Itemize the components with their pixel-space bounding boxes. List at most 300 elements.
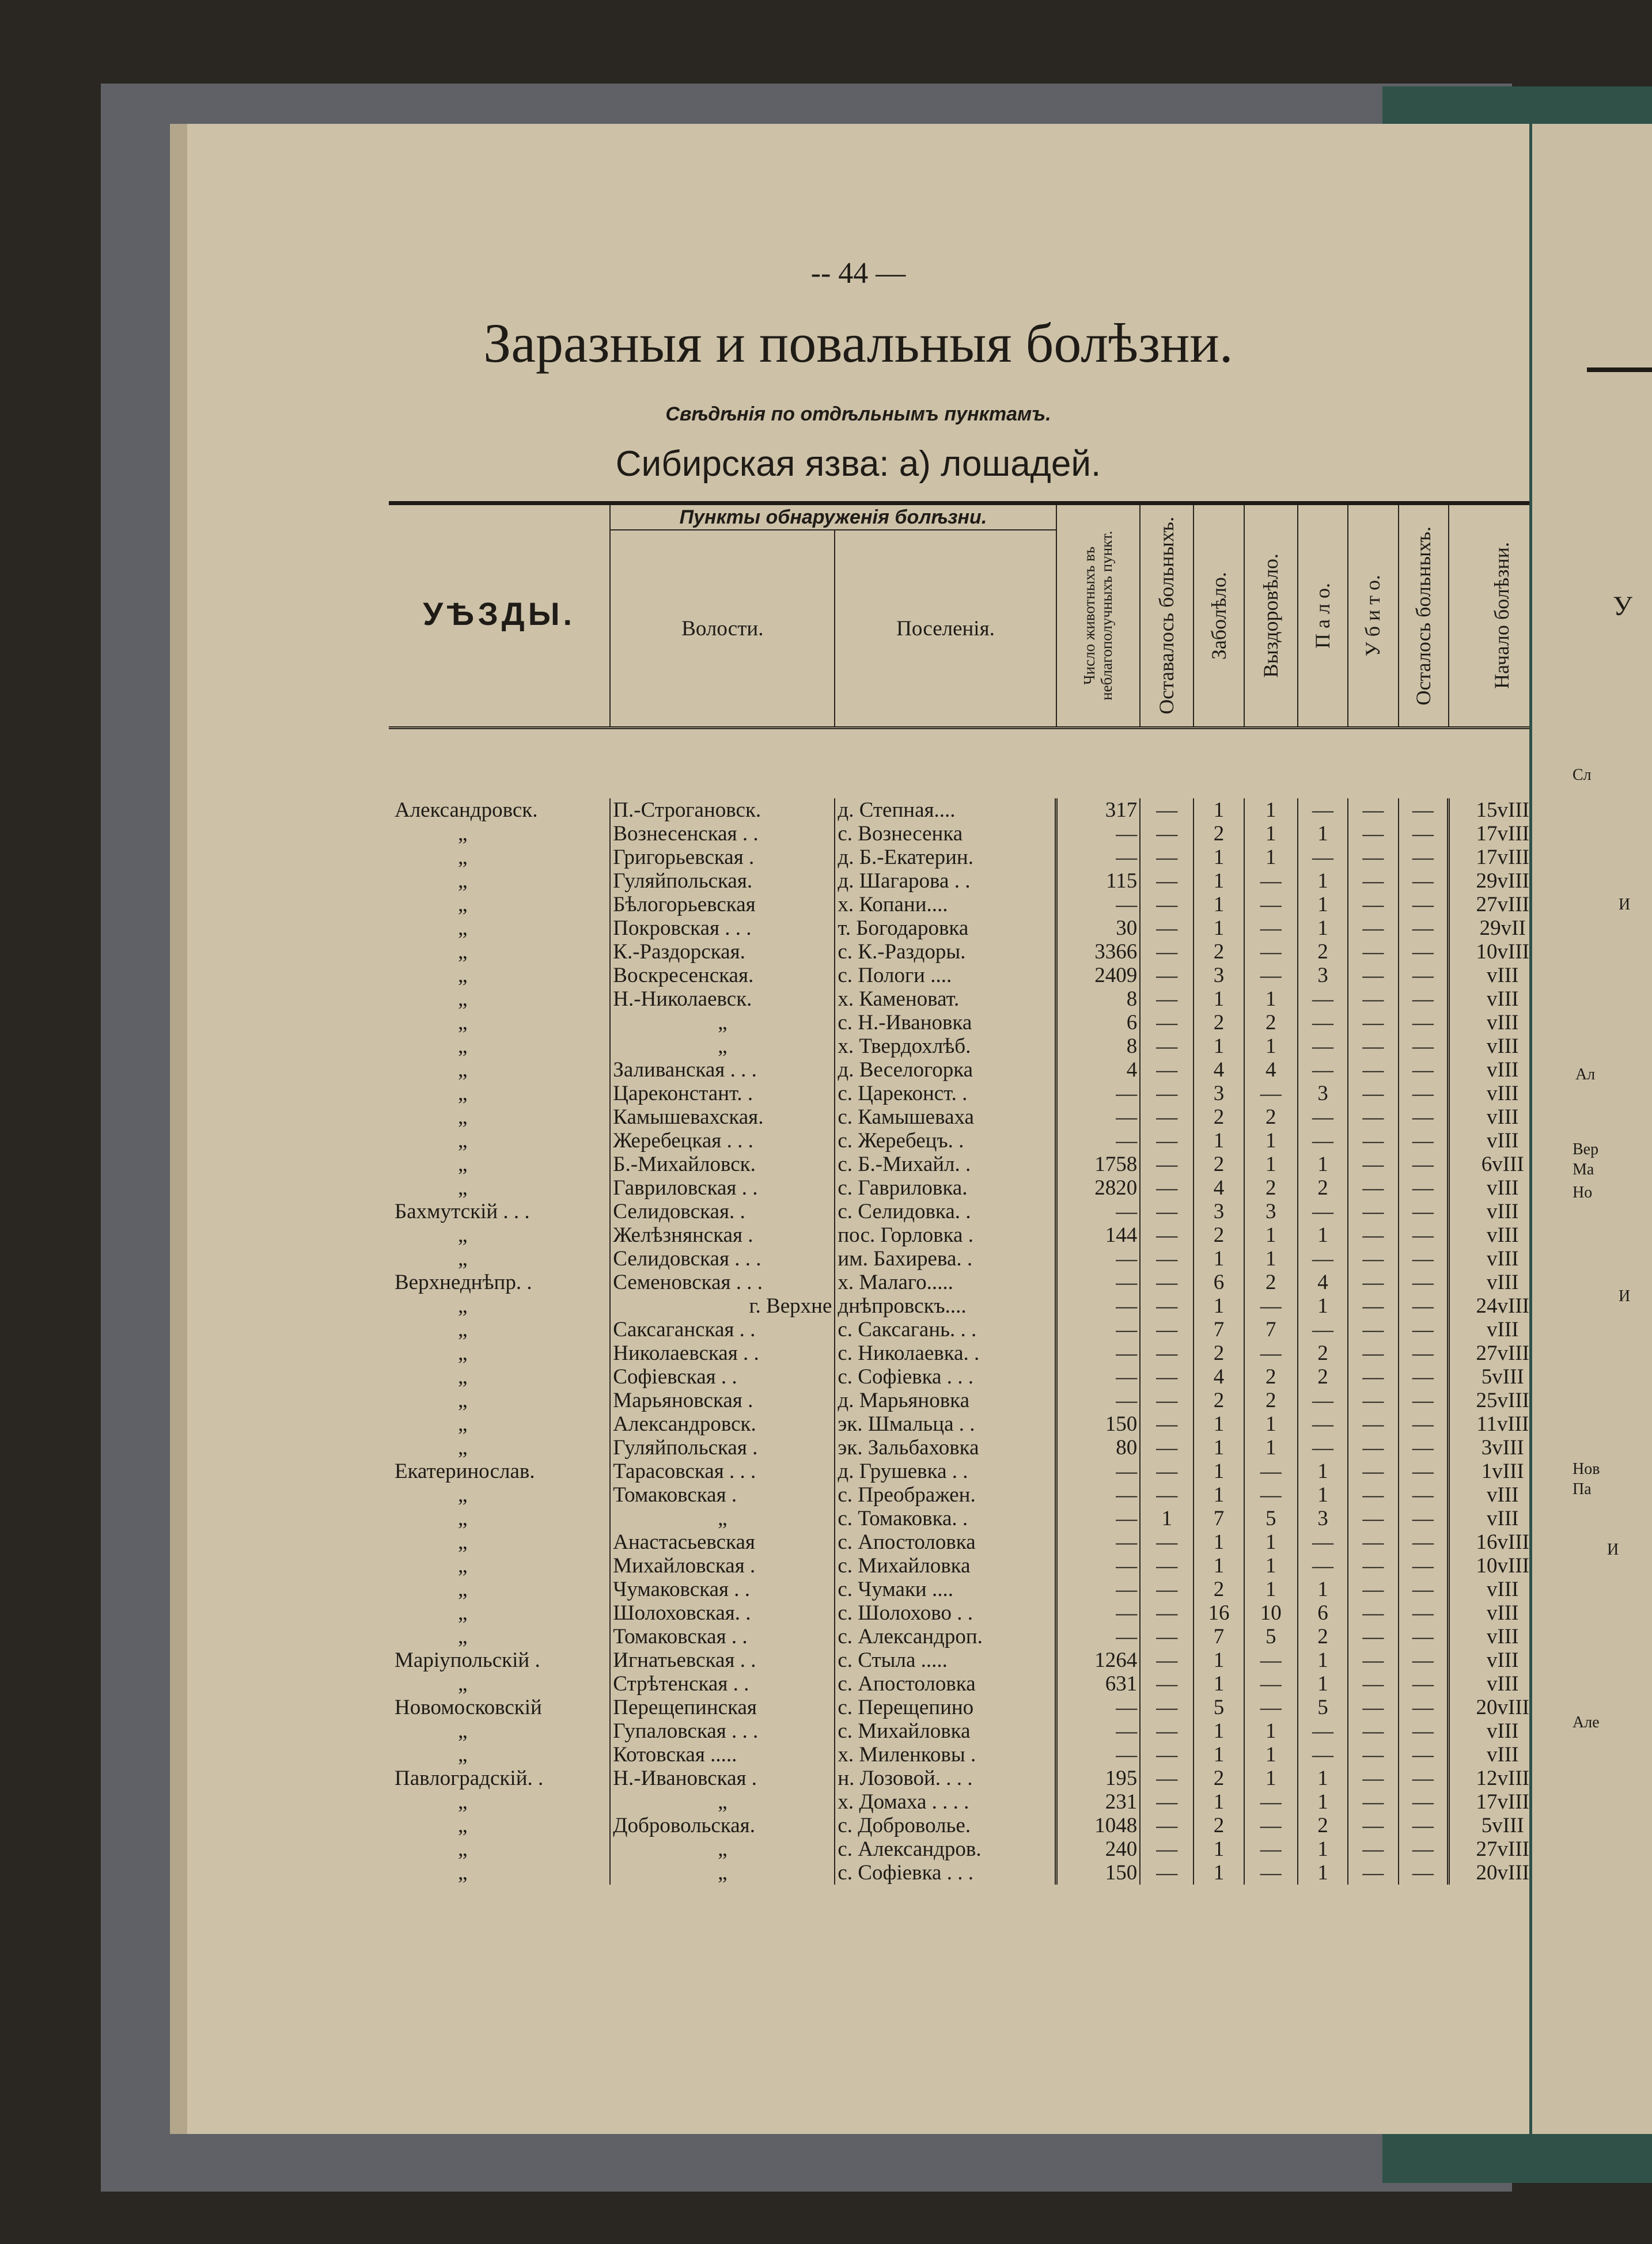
cell-uezd: Екатеринослав. [395, 1460, 535, 1483]
cell-poselenie: с. Александроп. [835, 1625, 1056, 1648]
cell-nachalo: vIII [1449, 1719, 1529, 1743]
cell-zabolelo: 2 [1193, 1341, 1244, 1365]
cell-ubito: — [1348, 798, 1398, 822]
cell-vyzdorovelo: 7 [1244, 1318, 1298, 1341]
cell-chislo: 1048 [1056, 1814, 1141, 1837]
header-nachalo: Начало болѣзни. [1490, 542, 1514, 689]
cell-vyzdorovelo: — [1244, 1790, 1298, 1814]
cell-zabolelo: 4 [1193, 1365, 1244, 1389]
cell-uezd: „ [458, 916, 468, 940]
cell-uezd: „ [458, 1318, 468, 1341]
cell-ostalos: — [1399, 869, 1449, 893]
cell-volost: Гупаловская . . . [610, 1719, 835, 1743]
cell-zabolelo: 6 [1193, 1271, 1244, 1294]
cell-palo: 2 [1298, 940, 1348, 964]
cell-zabolelo: 2 [1193, 1105, 1244, 1129]
cell-nachalo: 12vIII [1449, 1767, 1529, 1790]
cell-ubito: — [1348, 1625, 1398, 1648]
cell-vyzdorovelo: — [1244, 1696, 1298, 1719]
cell-nachalo: 16vIII [1449, 1530, 1529, 1554]
cell-ubito: — [1348, 1648, 1398, 1672]
cell-zabolelo: 1 [1193, 1412, 1244, 1436]
cell-nachalo: vIII [1449, 1648, 1529, 1672]
cell-ostalos: — [1399, 1176, 1449, 1200]
table-row [389, 1601, 1529, 1625]
cell-chislo: — [1056, 1625, 1141, 1648]
table-row [389, 1814, 1529, 1837]
cell-chislo: — [1056, 1365, 1141, 1389]
cell-volost: Покровская . . . [610, 916, 835, 940]
cell-ostavalos: — [1140, 1223, 1193, 1247]
cell-vyzdorovelo: 1 [1244, 846, 1298, 869]
cell-uezd: „ [458, 1082, 468, 1105]
table-row [389, 1578, 1529, 1601]
cell-zabolelo: 1 [1193, 1129, 1244, 1153]
cell-uezd: „ [458, 1861, 468, 1885]
table-row [389, 1058, 1529, 1082]
cell-zabolelo: 2 [1193, 1767, 1244, 1790]
table-row [389, 1176, 1529, 1200]
cell-nachalo: 3vIII [1449, 1436, 1529, 1460]
cell-nachalo: vIII [1449, 1176, 1529, 1200]
cell-ostalos: — [1399, 1058, 1449, 1082]
cell-nachalo: 6vIII [1449, 1153, 1529, 1176]
cell-volost: „ [610, 1507, 835, 1530]
cell-chislo: 6 [1056, 1011, 1141, 1034]
cell-vyzdorovelo: 2 [1244, 1011, 1298, 1034]
cell-volost: Перещепинская [610, 1696, 835, 1719]
cell-volost: Камышевахская. [610, 1105, 835, 1129]
cell-uezd: „ [458, 822, 468, 846]
table-row [389, 1153, 1529, 1176]
cell-vyzdorovelo: 1 [1244, 822, 1298, 846]
table-row [389, 1365, 1529, 1389]
cell-uezd: „ [458, 1058, 468, 1082]
cell-nachalo: vIII [1449, 1578, 1529, 1601]
cell-uezd: Павлоградскій. . [395, 1767, 544, 1790]
cell-uezd: „ [458, 964, 468, 987]
cell-vyzdorovelo: 1 [1244, 1554, 1298, 1578]
cell-ostavalos: — [1140, 1200, 1193, 1223]
table-row [389, 1719, 1529, 1743]
cell-ostalos: — [1399, 1719, 1449, 1743]
cell-nachalo: vIII [1449, 1743, 1529, 1767]
cell-poselenie: д. Б.-Екатерин. [835, 846, 1056, 869]
cell-palo: 1 [1298, 1578, 1348, 1601]
table-row [389, 1271, 1529, 1294]
cell-chislo: — [1056, 1507, 1141, 1530]
cell-ostalos: — [1399, 1648, 1449, 1672]
cell-chislo: 631 [1056, 1672, 1141, 1696]
cell-chislo: 2409 [1056, 964, 1141, 987]
cell-nachalo: 24vIII [1449, 1294, 1529, 1318]
cell-zabolelo: 16 [1193, 1601, 1244, 1625]
cell-nachalo: vIII [1449, 1625, 1529, 1648]
cell-poselenie: д. Веселогорка [835, 1058, 1056, 1082]
cell-ubito: — [1348, 1011, 1398, 1034]
cell-zabolelo: 7 [1193, 1507, 1244, 1530]
cell-chislo: — [1056, 846, 1141, 869]
cell-ubito: — [1348, 1176, 1398, 1200]
cell-chislo: 115 [1056, 869, 1141, 893]
cell-poselenie: им. Бахирева. . [835, 1247, 1056, 1271]
cell-zabolelo: 3 [1193, 1082, 1244, 1105]
cell-ostalos: — [1399, 1507, 1449, 1530]
cell-chislo: 150 [1056, 1412, 1141, 1436]
cell-zabolelo: 1 [1193, 1530, 1244, 1554]
table-row [389, 987, 1529, 1011]
cell-zabolelo: 2 [1193, 1814, 1244, 1837]
cell-ostalos: — [1399, 1247, 1449, 1271]
cell-ubito: — [1348, 1743, 1398, 1767]
table-row [389, 1318, 1529, 1341]
cell-vyzdorovelo: 1 [1244, 987, 1298, 1011]
cell-zabolelo: 1 [1193, 893, 1244, 916]
cell-palo: — [1298, 1247, 1348, 1271]
cell-ubito: — [1348, 1294, 1398, 1318]
cell-nachalo: vIII [1449, 1601, 1529, 1625]
cell-uezd: „ [458, 1153, 468, 1176]
table-row [389, 1672, 1529, 1696]
cell-zabolelo: 1 [1193, 1719, 1244, 1743]
cell-vyzdorovelo: 2 [1244, 1389, 1298, 1412]
cell-ostavalos: — [1140, 940, 1193, 964]
cell-poselenie: т. Богодаровка [835, 916, 1056, 940]
cell-poselenie: с. Апостоловка [835, 1530, 1056, 1554]
cell-ubito: — [1348, 893, 1398, 916]
cell-ostalos: — [1399, 1129, 1449, 1153]
cell-vyzdorovelo: 2 [1244, 1176, 1298, 1200]
table-row [389, 1247, 1529, 1271]
cell-chislo: 150 [1056, 1861, 1141, 1885]
cell-ostavalos: — [1140, 1341, 1193, 1365]
cell-vyzdorovelo: 2 [1244, 1271, 1298, 1294]
cell-zabolelo: 4 [1193, 1058, 1244, 1082]
cell-vyzdorovelo: 1 [1244, 1578, 1298, 1601]
table-row [389, 846, 1529, 869]
cell-poselenie: с. Селидовка. . [835, 1200, 1056, 1223]
cell-uezd: „ [458, 1790, 468, 1814]
cell-poselenie: д. Степная.... [835, 798, 1056, 822]
cell-nachalo: 27vIII [1449, 1837, 1529, 1861]
table-row [389, 1625, 1529, 1648]
cell-ostalos: — [1399, 1578, 1449, 1601]
cell-ostavalos: — [1140, 822, 1193, 846]
cell-chislo: — [1056, 1129, 1141, 1153]
right-page-fragment: Вер [1573, 1140, 1599, 1158]
right-page-fragment: У [1613, 591, 1632, 621]
cell-uezd: „ [458, 1814, 468, 1837]
cell-ubito: — [1348, 1129, 1398, 1153]
cell-volost: Котовская ..... [610, 1743, 835, 1767]
cell-uezd: „ [458, 1294, 468, 1318]
cell-ubito: — [1348, 1719, 1398, 1743]
cell-vyzdorovelo: 2 [1244, 1105, 1298, 1129]
table-row [389, 1389, 1529, 1412]
table-row [389, 1743, 1529, 1767]
cell-ubito: — [1348, 1153, 1398, 1176]
cell-ostalos: — [1399, 1318, 1449, 1341]
cell-poselenie: днѣпровскъ.... [835, 1294, 1056, 1318]
header-zabolelo: Заболѣло. [1207, 571, 1230, 660]
cell-zabolelo: 2 [1193, 1389, 1244, 1412]
cell-chislo: — [1056, 1318, 1141, 1341]
cell-chislo: — [1056, 1082, 1141, 1105]
cell-palo: — [1298, 1719, 1348, 1743]
cell-ubito: — [1348, 1696, 1398, 1719]
cell-poselenie: х. Домаха . . . . [835, 1790, 1056, 1814]
right-page-fragment: Ал [1575, 1066, 1596, 1083]
cell-ostalos: — [1399, 1530, 1449, 1554]
cell-ostavalos: — [1140, 1743, 1193, 1767]
cell-ubito: — [1348, 1223, 1398, 1247]
cell-volost: Селидовская . . . [610, 1247, 835, 1271]
table-row [389, 1696, 1529, 1719]
table-row [389, 822, 1529, 846]
cell-palo: 3 [1298, 964, 1348, 987]
cell-nachalo: vIII [1449, 1483, 1529, 1507]
cell-ubito: — [1348, 1601, 1398, 1625]
cell-poselenie: с. Гавриловка. [835, 1176, 1056, 1200]
cell-volost: Томаковская . [610, 1483, 835, 1507]
table-row [389, 1129, 1529, 1153]
cell-vyzdorovelo: 1 [1244, 1436, 1298, 1460]
cell-ostalos: — [1399, 798, 1449, 822]
cell-chislo: 80 [1056, 1436, 1141, 1460]
cell-zabolelo: 1 [1193, 1743, 1244, 1767]
cell-volost: Гавриловская . . [610, 1176, 835, 1200]
cell-poselenie: с. Софіевка . . . [835, 1365, 1056, 1389]
cell-chislo: 4 [1056, 1058, 1141, 1082]
cell-vyzdorovelo: — [1244, 964, 1298, 987]
cell-uezd: „ [458, 1483, 468, 1507]
cell-volost: Воскресенская. [610, 964, 835, 987]
cell-ubito: — [1348, 822, 1398, 846]
right-page-fragment: Па [1573, 1480, 1592, 1498]
header-ostalos: Осталось больныхъ. [1411, 526, 1435, 706]
cell-palo: — [1298, 987, 1348, 1011]
right-page-fragment: Ма [1573, 1161, 1594, 1178]
cell-poselenie: с. Б.-Михайл. . [835, 1153, 1056, 1176]
cell-nachalo: vIII [1449, 1082, 1529, 1105]
cell-ostavalos: — [1140, 1318, 1193, 1341]
cell-chislo: — [1056, 1247, 1141, 1271]
cell-volost: Н.-Николаевск. [610, 987, 835, 1011]
cell-volost: „ [610, 1837, 835, 1861]
cell-ostalos: — [1399, 1412, 1449, 1436]
cell-ubito: — [1348, 1082, 1398, 1105]
cell-chislo: — [1056, 1743, 1141, 1767]
cell-palo: 1 [1298, 1153, 1348, 1176]
cell-volost: Гуляйпольская . [610, 1436, 835, 1460]
cell-ostavalos: — [1140, 1696, 1193, 1719]
cell-nachalo: vIII [1449, 1672, 1529, 1696]
cell-palo: 1 [1298, 1648, 1348, 1672]
cell-ostalos: — [1399, 1389, 1449, 1412]
cell-chislo: — [1056, 1200, 1141, 1223]
cell-ostalos: — [1399, 916, 1449, 940]
cell-volost: Николаевская . . [610, 1341, 835, 1365]
cell-uezd: „ [458, 1389, 468, 1412]
cell-uezd: Бахмутскій . . . [395, 1200, 530, 1223]
cell-palo: 1 [1298, 1483, 1348, 1507]
cell-ostalos: — [1399, 1837, 1449, 1861]
cell-vyzdorovelo: — [1244, 1861, 1298, 1885]
cell-palo: — [1298, 1318, 1348, 1341]
cell-ubito: — [1348, 1530, 1398, 1554]
cell-vyzdorovelo: — [1244, 1672, 1298, 1696]
cell-poselenie: с. Жеребецъ. . [835, 1129, 1056, 1153]
cell-palo: 2 [1298, 1176, 1348, 1200]
cell-vyzdorovelo: — [1244, 1294, 1298, 1318]
cell-zabolelo: 3 [1193, 964, 1244, 987]
cell-ubito: — [1348, 1058, 1398, 1082]
cell-ostalos: — [1399, 1483, 1449, 1507]
cell-volost: П.-Строгановск. [610, 798, 835, 822]
right-page-fragment: Но [1573, 1184, 1593, 1201]
cell-chislo: 3366 [1056, 940, 1141, 964]
cell-ubito: — [1348, 1507, 1398, 1530]
cell-nachalo: 27vIII [1449, 893, 1529, 916]
cell-nachalo: vIII [1449, 1318, 1529, 1341]
cell-ostalos: — [1399, 1153, 1449, 1176]
cell-palo: 1 [1298, 1223, 1348, 1247]
header-chislo: Число животныхъ въ неблагополучныхъ пункт. [1081, 530, 1116, 701]
table-row [389, 1294, 1529, 1318]
cell-volost: Александровск. [610, 1412, 835, 1436]
cell-nachalo: 25vIII [1449, 1389, 1529, 1412]
cell-poselenie: с. Стыла ..... [835, 1648, 1056, 1672]
cell-ostalos: — [1399, 893, 1449, 916]
cell-nachalo: 11vIII [1449, 1412, 1529, 1436]
cell-poselenie: х. Твердохлѣб. [835, 1034, 1056, 1058]
cell-palo: 1 [1298, 1790, 1348, 1814]
cell-volost: К.-Раздорская. [610, 940, 835, 964]
cell-zabolelo: 3 [1193, 1200, 1244, 1223]
cell-vyzdorovelo: — [1244, 1460, 1298, 1483]
cell-volost: Б.-Михайловск. [610, 1153, 835, 1176]
cell-ostavalos: — [1140, 1389, 1193, 1412]
cell-ostalos: — [1399, 1200, 1449, 1223]
cell-nachalo: 15vIII [1449, 798, 1529, 822]
cell-nachalo: 1vIII [1449, 1460, 1529, 1483]
cell-chislo: — [1056, 1341, 1141, 1365]
cell-uezd: „ [458, 1365, 468, 1389]
cell-poselenie: д. Марьяновка [835, 1389, 1056, 1412]
cell-poselenie: д. Шагарова . . [835, 869, 1056, 893]
cell-ubito: — [1348, 1436, 1398, 1460]
table-row [389, 1105, 1529, 1129]
cell-poselenie: х. Миленковы . [835, 1743, 1056, 1767]
right-page-fragment: Але [1573, 1714, 1600, 1731]
cell-ubito: — [1348, 1318, 1398, 1341]
cell-volost: Анастасьевская [610, 1530, 835, 1554]
cell-zabolelo: 1 [1193, 987, 1244, 1011]
cell-zabolelo: 1 [1193, 1460, 1244, 1483]
cell-palo: 1 [1298, 822, 1348, 846]
cell-palo: 1 [1298, 1861, 1348, 1885]
cell-zabolelo: 2 [1193, 1223, 1244, 1247]
cell-ostavalos: — [1140, 1105, 1193, 1129]
table-row [389, 1507, 1529, 1530]
cell-ostavalos: — [1140, 893, 1193, 916]
cell-poselenie: с. Апостоловка [835, 1672, 1056, 1696]
cell-nachalo: 5vIII [1449, 1814, 1529, 1837]
cell-volost: Бѣлогорьевская [610, 893, 835, 916]
header-ostavalos: Оставалось больныхъ. [1155, 517, 1179, 715]
cell-chislo: 317 [1056, 798, 1141, 822]
cell-uezd: „ [458, 1837, 468, 1861]
cell-nachalo: 20vIII [1449, 1696, 1529, 1719]
table-row [389, 1790, 1529, 1814]
cell-zabolelo: 1 [1193, 846, 1244, 869]
cell-ubito: — [1348, 1412, 1398, 1436]
cell-ostavalos: — [1140, 1601, 1193, 1625]
cell-volost: Тарасовская . . . [610, 1460, 835, 1483]
cell-ostavalos: — [1140, 869, 1193, 893]
table-row [389, 1460, 1529, 1483]
cell-chislo: — [1056, 893, 1141, 916]
cell-uezd: „ [458, 1578, 468, 1601]
cell-ostavalos: — [1140, 1271, 1193, 1294]
cell-uezd: „ [458, 1223, 468, 1247]
cell-zabolelo: 1 [1193, 798, 1244, 822]
cell-volost: Вознесенская . . [610, 822, 835, 846]
right-page-fragment: Сл [1573, 766, 1592, 784]
cell-ostavalos: — [1140, 1790, 1193, 1814]
cell-nachalo: vIII [1449, 1247, 1529, 1271]
cell-ostalos: — [1399, 1082, 1449, 1105]
cell-palo: — [1298, 1200, 1348, 1223]
cell-ubito: — [1348, 1341, 1398, 1365]
cell-ostavalos: — [1140, 1436, 1193, 1460]
cell-poselenie: с. К.-Раздоры. [835, 940, 1056, 964]
cell-palo: — [1298, 1436, 1348, 1460]
cell-poselenie: пос. Горловка . [835, 1223, 1056, 1247]
cell-chislo: — [1056, 822, 1141, 846]
cell-vyzdorovelo: 3 [1244, 1200, 1298, 1223]
cell-zabolelo: 1 [1193, 1247, 1244, 1271]
table-row [389, 1011, 1529, 1034]
cell-ubito: — [1348, 1672, 1398, 1696]
cell-ubito: — [1348, 1365, 1398, 1389]
cell-chislo: 240 [1056, 1837, 1141, 1861]
cell-volost: г. Верхне [610, 1294, 835, 1318]
table-row [389, 1223, 1529, 1247]
cell-ostavalos: — [1140, 1153, 1193, 1176]
cell-uezd: „ [458, 1436, 468, 1460]
cell-uezd: „ [458, 1672, 468, 1696]
cell-palo: — [1298, 1105, 1348, 1129]
cell-ostavalos: — [1140, 846, 1193, 869]
section-title: Сибирская язва: а) лошадей. [615, 444, 1101, 484]
cell-ostavalos: 1 [1140, 1507, 1193, 1530]
cell-poselenie: эк. Шмальца . . [835, 1412, 1056, 1436]
cell-uezd: „ [458, 987, 468, 1011]
table-row [389, 1861, 1529, 1885]
cell-ostalos: — [1399, 1365, 1449, 1389]
cell-ostavalos: — [1140, 1460, 1193, 1483]
cell-uezd: „ [458, 1554, 468, 1578]
cell-chislo: — [1056, 1696, 1141, 1719]
cell-chislo: 30 [1056, 916, 1141, 940]
cell-zabolelo: 1 [1193, 1837, 1244, 1861]
right-page-rule [1587, 367, 1652, 372]
cell-palo: 5 [1298, 1696, 1348, 1719]
cell-nachalo: 17vIII [1449, 846, 1529, 869]
cell-chislo: 144 [1056, 1223, 1141, 1247]
cell-volost: Заливанская . . . [610, 1058, 835, 1082]
